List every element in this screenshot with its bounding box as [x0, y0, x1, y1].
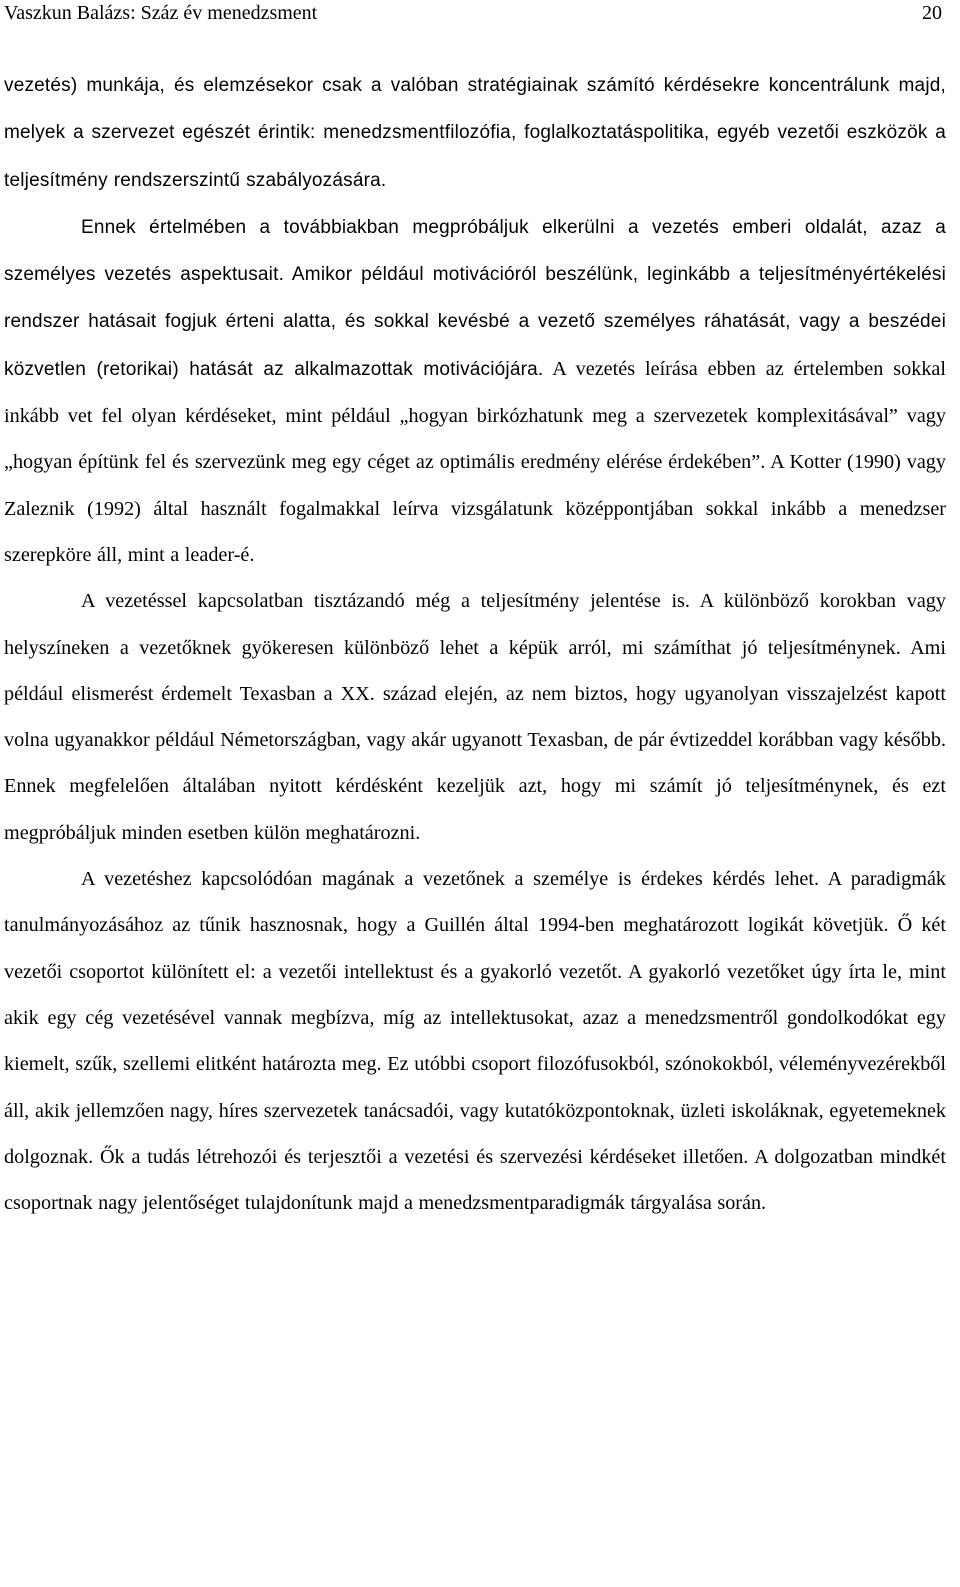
- page-number: 20: [922, 2, 942, 24]
- running-header: [4, 0, 946, 26]
- body-text: [4, 62, 946, 1226]
- header-title: Vaszkun Balázs: Száz év menedzsment: [4, 2, 318, 24]
- paragraph-text: A vezetéssel kapcsolatban tisztázandó még a teljesítmény jelentése is. A különböző korokban vagy helyszíneken a vezetőknek gyökeresen különböző lehet a képük arról, mi számíthat jó teljesítménynek. Ami például elismerést érdemelt Texasban a XX. század elején, az nem biztos, hogy ugyanolyan visszajelzést kapott volna ugyanakkor például Németországban, vagy akár ugyanott Texasban, de pár évtizeddel korábban vagy később. Ennek megfelelően általában nyitott kérdésként kezeljük azt, hogy mi számít jó teljesítménynek, és ezt megpróbáljuk minden esetben külön meghatározni.: [4, 590, 946, 844]
- paragraph-text: vezetés) munkája, és elemzésekor csak a valóban stratégiainak számító kérdésekre koncentrálunk majd, melyek a szervezet egészét érintik: menedzsmentfilozófia, foglalkoztatáspolitika, egyéb vezetői eszközök a teljesítmény rendszerszintű szabályozására.: [4, 75, 946, 191]
- paragraph-text: A vezetéshez kapcsolódóan magának a vezetőnek a személye is érdekes kérdés lehet. A paradigmák tanulmányozásához az tűnik hasznosnak, hogy a Guillén által 1994-ben meghatározott logikát követjük. Ő két vezetői csoportot különített el: a vezetői intellektust és a gyakorló vezetőt. A gyakorló vezetőket úgy írta le, mint akik egy cég vezetésével vannak megbízva, míg az intellektusokat, azaz a menedzsmentről gondolkodókat egy kiemelt, szűk, szellemi elitként határozta meg. Ez utóbbi csoport filozófusokból, szónokokból, véleményvezérekből áll, akik jellemzően nagy, híres szervezetek tanácsadói, vagy kutatóközpontoknak, üzleti iskoláknak, egyetemeknek dolgoznak. Ők a tudás létrehozói és terjesztői a vezetési és szervezési kérdéseket illetően. A dolgozatban mindkét csoportnak nagy jelentőséget tulajdonítunk majd a menedzsmentparadigmák tárgyalása során.: [4, 868, 946, 1215]
- paragraph: [4, 856, 946, 1226]
- paragraph-text: Ennek értelmében a továbbiakban megpróbáljuk elkerülni a vezetés emberi oldalát, azaz a személyes vezetés aspektusait. Amikor például motivációról beszélünk, leginkább a teljesítményértékelési rendszer hatásait fogjuk érteni alatta, és sokkal kevésbé a vezető személyes ráhatását, vagy a beszédei közvetlen (retorikai) hatását az alkalmazottak motivációjára.: [4, 216, 946, 380]
- paragraph: [4, 578, 946, 856]
- paragraph: [4, 62, 946, 204]
- paragraph: [4, 204, 946, 578]
- paragraph-text: A vezetés leírása ebben az értelemben sokkal inkább vet fel olyan kérdéseket, mint például „hogyan birkózhatunk meg a szervezetek komplexitásával” vagy „hogyan építünk fel és szervezünk meg egy céget az optimális eredmény elérése érdekében”. A Kotter (1990) vagy Zaleznik (1992) által használt fogalmakkal leírva vizsgálatunk középpontjában sokkal inkább a menedzser szerepköre áll, mint a leader-é.: [4, 357, 946, 566]
- document-page: [4, 0, 946, 1226]
